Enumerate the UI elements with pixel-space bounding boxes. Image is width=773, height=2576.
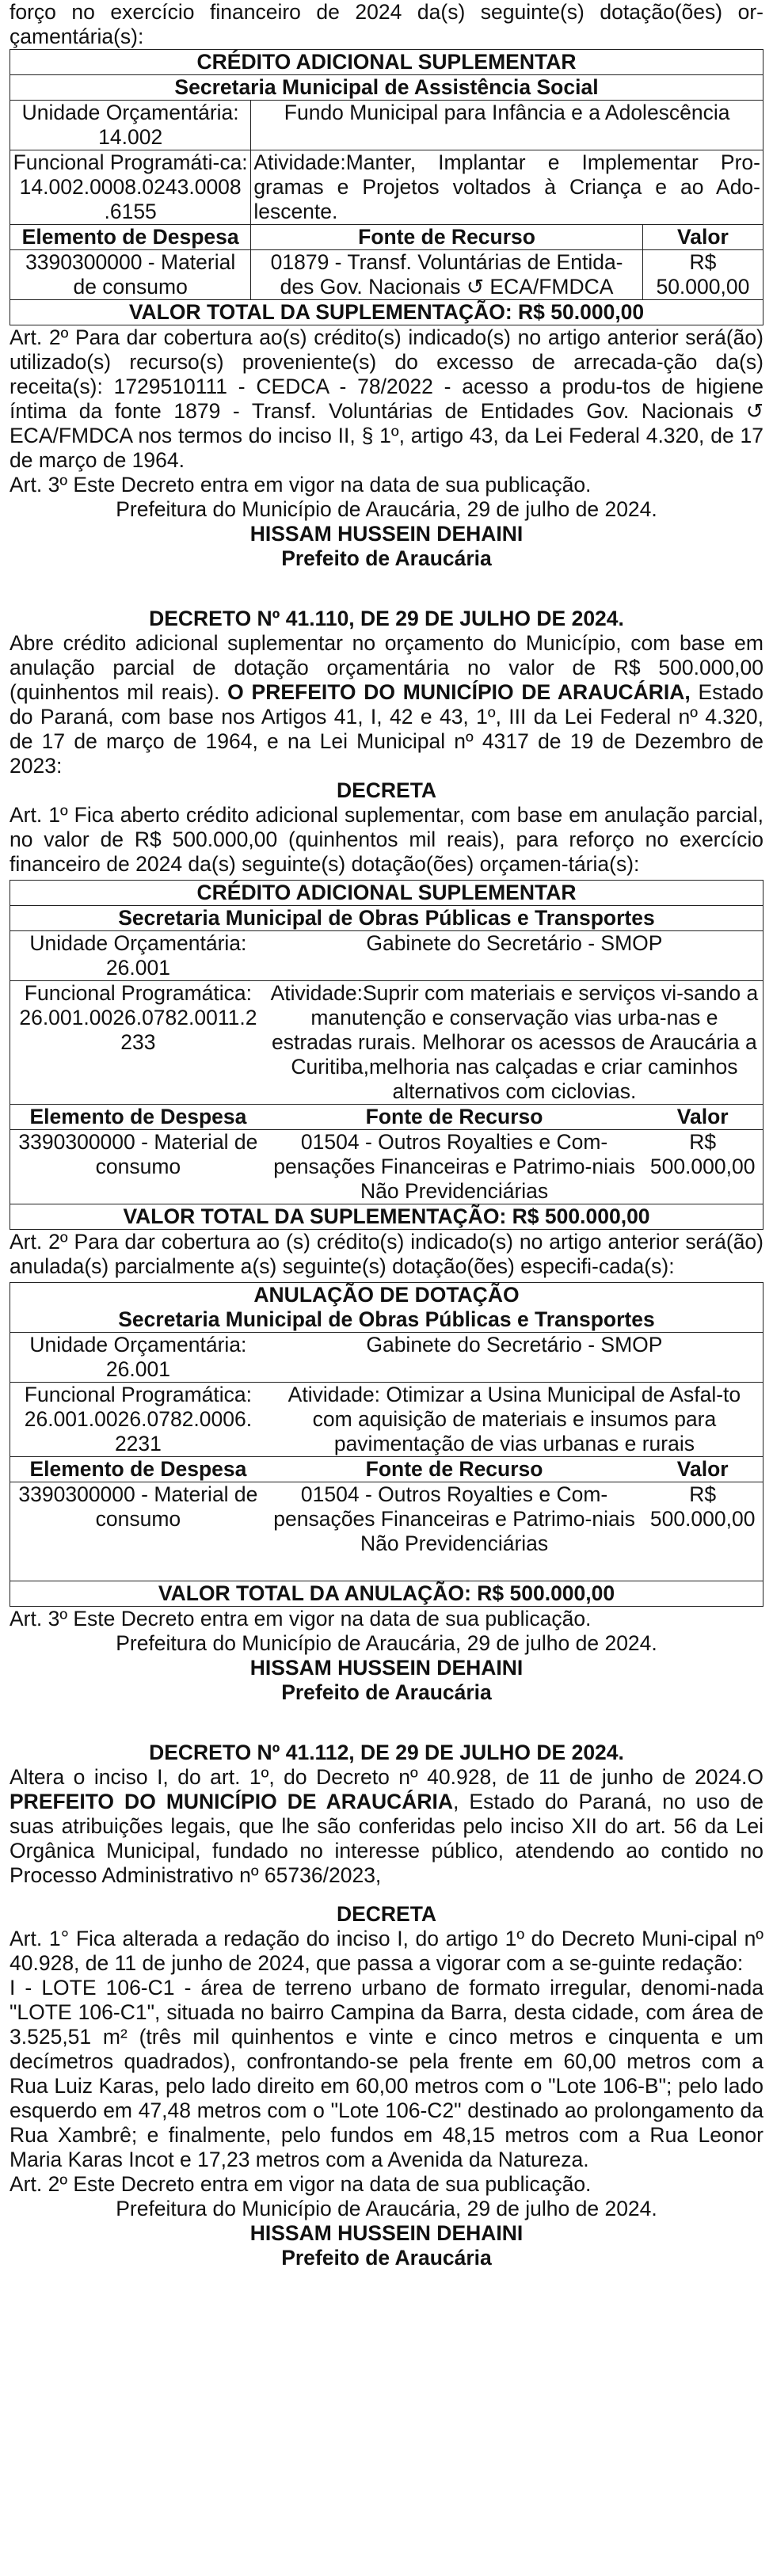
signer-name: HISSAM HUSSEIN DEHAINI xyxy=(249,1656,524,1680)
funcional-value: Atividade:Manter, Implantar e Implementar Pro-gramas e Projetos voltados à Criança e ao Ado-lescente. xyxy=(251,150,763,225)
col-valor: Valor xyxy=(642,1105,763,1130)
decree-112-inciso: I - LOTE 106-C1 - área de terreno urbano de formato irregular, denomi-nada "LOTE 106-C1", situada no bairro Campina da Barra, desta cidade, com área de 3.525,51 m² (três mil quinhentos e vinte e cinco metros e cinquenta e um decímetros quadrados), confrontando-se pela frente em 60,00 metros com a Rua Luiz Karas, pelo lado direito em 60,00 metros com o "Lote 106-B"; pelo lado esquerdo em 47,48 metros com o "Lote 106-C2" destinado ao prolongamento da Rua Xambrê; e finalmente, pelo fundos em 48,15 metros com a Rua Leonor Maria Karas Incot e 17,23 metros com a Avenida da Natureza. xyxy=(10,1976,763,2171)
unidade-value: Gabinete do Secretário - SMOP xyxy=(266,931,763,981)
art3-text: Art. 3º Este Decreto entra em vigor na data de sua publicação. xyxy=(10,473,592,497)
decree-110-ementa xyxy=(10,631,763,778)
signer-name: HISSAM HUSSEIN DEHAINI xyxy=(249,522,524,546)
preamble-text: Estado do Paraná, com base nos Artigos 41, I, 42 e 43, 1º, III da Lei Federal nº 4.320, de 17 de março de 1964, e na Lei Municipal nº 4317 de 19 de Dezembro de 2023: xyxy=(10,680,763,778)
art2-text: Art. 2º Para dar cobertura ao(s) crédito(s) indicado(s) no artigo anterior será(ão) utilizado(s) recurso(s) proveniente(s) do excesso de arrecada-ção da(s) receita(s): 1729510111 - CEDCA - 78/2022 - acesso a produ-tos de higiene íntima da fonte 1879 - Transf. Voluntárias de Entidades Gov. Nacionais ↺ ECA/FMDCA nos termos do inciso II, § 1º, artigo 43, da Lei Federal 4.320, de 17 de março de 1964. xyxy=(10,325,763,472)
decree-110-title: DECRETO Nº 41.110, DE 29 DE JULHO DE 2024. xyxy=(149,607,624,630)
prefeitura-line: Prefeitura do Município de Araucária, 29 de julho de 2024. xyxy=(116,1631,657,1655)
decree-110-art2: Art. 2º Para dar cobertura ao (s) crédito(s) indicado(s) no artigo anterior será(ão) anulada(s) parcialmente a(s) seguinte(s) dotação(ões) especifi-cada(s): xyxy=(10,1230,763,1278)
funcional-label: Funcional Programática: 26.001.0026.0782.0006. 2231 xyxy=(10,1383,266,1457)
unidade-label: Unidade Orçamentária: 26.001 xyxy=(10,1333,266,1383)
col-valor: Valor xyxy=(642,225,763,250)
funcional-label: Funcional Programáti-ca: 14.002.0008.0243.0008 .6155 xyxy=(10,150,251,225)
signer-role: Prefeito de Araucária xyxy=(281,2246,492,2270)
table-title: CRÉDITO ADICIONAL SUPLEMENTAR xyxy=(10,881,763,906)
decreta-heading: DECRETA xyxy=(336,1902,437,1926)
decree-110-art3: Art. 3º Este Decreto entra em vigor na data de sua publicação. xyxy=(10,1607,592,1630)
table-secretaria: Secretaria Municipal de Assistência Social xyxy=(10,75,763,101)
elemento-value: 3390300000 - Material de consumo xyxy=(10,1130,266,1204)
unidade-value: Gabinete do Secretário - SMOP xyxy=(266,1333,763,1383)
decree-112-art1: Art. 1° Fica alterada a redação do inciso I, do artigo 1º do Decreto Muni-cipal nº 40.928, de 11 de junho de 2024, que passa a vigorar com a se-guinte redação: xyxy=(10,1927,763,1975)
fonte-value: 01504 - Outros Royalties e Com-pensações Financeiras e Patrimo-niais Não Previdenciárias xyxy=(266,1482,643,1581)
decree-112-art2: Art. 2º Este Decreto entra em vigor na data de sua publicação. xyxy=(10,2172,592,2196)
decree-112-title: DECRETO Nº 41.112, DE 29 DE JULHO DE 2024. xyxy=(149,1741,624,1764)
credito-table-1 xyxy=(10,49,763,325)
col-fonte: Fonte de Recurso xyxy=(266,1105,643,1130)
ementa-text: Abre crédito adicional suplementar no orçamento do Município, com base em anulação parcial de dotação orçamentária no valor de R$ 500.000,00 (quinhentos mil reais). xyxy=(10,631,763,704)
valor-value: R$ 500.000,00 xyxy=(642,1482,763,1581)
signer-role: Prefeito de Araucária xyxy=(281,546,492,570)
table-total: VALOR TOTAL DA SUPLEMENTAÇÃO: R$ 50.000,00 xyxy=(10,300,763,325)
col-elemento: Elemento de Despesa xyxy=(10,1457,266,1482)
table-total: VALOR TOTAL DA ANULAÇÃO: R$ 500.000,00 xyxy=(10,1581,763,1607)
unidade-label: Unidade Orçamentária: 14.002 xyxy=(10,101,251,150)
fonte-value: 01879 - Transf. Voluntárias de Entida-des Gov. Nacionais ↺ ECA/FMDCA xyxy=(251,250,643,300)
col-elemento: Elemento de Despesa xyxy=(10,225,251,250)
unidade-label: Unidade Orçamentária: 26.001 xyxy=(10,931,266,981)
unidade-value: Fundo Municipal para Infância e a Adolescência xyxy=(251,101,763,150)
intro-text: forço no exercício financeiro de 2024 da(s) seguinte(s) dotação(ões) or-çamentária(s): xyxy=(10,0,763,48)
funcional-label: Funcional Programática: 26.001.0026.0782.0011.2 233 xyxy=(10,981,266,1105)
col-valor: Valor xyxy=(642,1457,763,1482)
prefeitura-line: Prefeitura do Município de Araucária, 29 de julho de 2024. xyxy=(116,2197,657,2220)
elemento-value: 3390300000 - Material de consumo xyxy=(10,250,251,300)
prefeito-caps: O PREFEITO DO MUNICÍPIO DE ARAUCÁRIA, xyxy=(227,680,691,704)
table-secretaria: Secretaria Municipal de Obras Públicas e Transportes xyxy=(10,1307,763,1333)
col-elemento: Elemento de Despesa xyxy=(10,1105,266,1130)
table-title: CRÉDITO ADICIONAL SUPLEMENTAR xyxy=(10,50,763,75)
anulacao-table xyxy=(10,1282,763,1607)
signer-name: HISSAM HUSSEIN DEHAINI xyxy=(249,2221,524,2245)
valor-value: R$ 50.000,00 xyxy=(642,250,763,300)
elemento-value: 3390300000 - Material de consumo xyxy=(10,1482,266,1581)
table-total: VALOR TOTAL DA SUPLEMENTAÇÃO: R$ 500.000,00 xyxy=(10,1204,763,1230)
col-fonte: Fonte de Recurso xyxy=(266,1457,643,1482)
prefeito-caps: PREFEITO DO MUNICÍPIO DE ARAUCÁRIA xyxy=(10,1790,454,1813)
credito-table-2 xyxy=(10,880,763,1230)
decreta-heading: DECRETA xyxy=(336,778,437,802)
funcional-value: Atividade: Otimizar a Usina Municipal de Asfal-to com aquisição de materiais e insumos para pavimentação de vias urbanas e rurais xyxy=(266,1383,763,1457)
signer-role: Prefeito de Araucária xyxy=(281,1680,492,1704)
table-title: ANULAÇÃO DE DOTAÇÃO xyxy=(10,1283,763,1308)
col-fonte: Fonte de Recurso xyxy=(251,225,643,250)
valor-value: R$ 500.000,00 xyxy=(642,1130,763,1204)
funcional-value: Atividade:Suprir com materiais e serviços vi-sando a manutenção e conservação vias urba-nas e estradas rurais. Melhorar os acessos de Araucária a Curitiba,melhoria nas calçadas e criar caminhos alternativos com ciclovias. xyxy=(266,981,763,1105)
ementa-pre: Altera o inciso I, do art. 1º, do Decreto nº 40.928, de 11 de junho de 2024.O xyxy=(10,1765,763,1789)
decree-112-ementa xyxy=(10,1765,763,1888)
ementa-post: , Estado do Paraná, no uso de suas atribuições legais, que lhe são conferidas pelo inciso XII do art. 56 da Lei Orgânica Municipal, fundado no interesse público, atendendo ao contido no Processo Administrativo nº 65736/2023, xyxy=(10,1790,763,1887)
fonte-value: 01504 - Outros Royalties e Com-pensações Financeiras e Patrimo-niais Não Previdenciárias xyxy=(266,1130,643,1204)
table-secretaria: Secretaria Municipal de Obras Públicas e Transportes xyxy=(10,906,763,931)
prefeitura-line: Prefeitura do Município de Araucária, 29 de julho de 2024. xyxy=(116,497,657,521)
decree-110-art1: Art. 1º Fica aberto crédito adicional suplementar, com base em anulação parcial, no valor de R$ 500.000,00 (quinhentos mil reais), para reforço no exercício financeiro de 2024 da(s) seguinte(s) dotação(ões) orçamen-tária(s): xyxy=(10,803,763,876)
